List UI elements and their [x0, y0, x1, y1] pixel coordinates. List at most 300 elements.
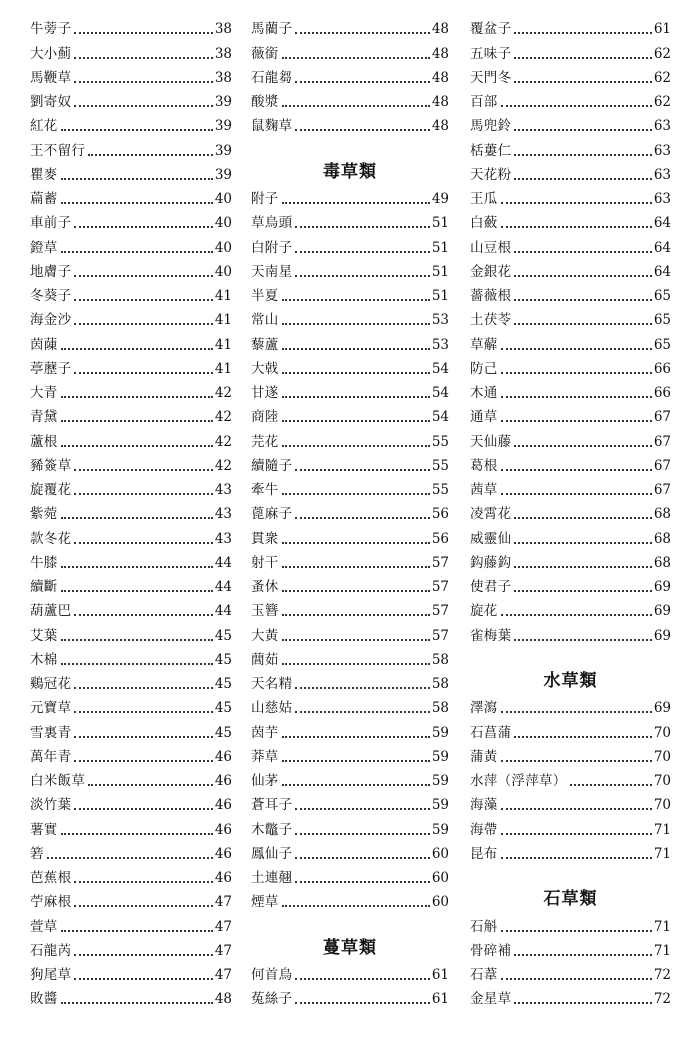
entry-page-number: 55 [431, 457, 449, 474]
entry-page-number: 43 [214, 482, 232, 498]
entry-name: 白米飯草 [30, 773, 86, 789]
dot-leader [61, 663, 213, 665]
entry-page-number: 53 [431, 336, 449, 353]
entry-page-number: 46 [214, 870, 232, 886]
entry-page-number: 54 [431, 360, 449, 377]
index-entry [30, 451, 232, 475]
entry-page-number: 64 [653, 215, 671, 232]
dot-leader [61, 517, 213, 519]
index-entry [251, 38, 449, 62]
index-entry [30, 305, 232, 329]
entry-name: 莽草 [251, 748, 279, 765]
index-entry [251, 790, 449, 814]
dot-leader [514, 517, 651, 519]
entry-page-number: 45 [214, 627, 232, 644]
entry-name: 白附子 [251, 239, 293, 256]
dot-leader [47, 857, 213, 859]
entry-page-number: 68 [653, 506, 671, 523]
dot-leader [74, 299, 212, 301]
index-entry [30, 499, 232, 523]
dot-leader [501, 978, 652, 980]
dot-leader [501, 833, 652, 835]
entry-page-number: 44 [214, 603, 232, 620]
entry-name: 大戟 [251, 360, 279, 377]
dot-leader [501, 420, 652, 422]
entry-page-number: 59 [431, 748, 449, 765]
dot-leader [282, 566, 430, 568]
index-entry [30, 984, 232, 1008]
entry-name: 薔薇根 [470, 288, 512, 304]
index-entry [251, 111, 449, 135]
entry-page-number: 45 [214, 724, 232, 741]
index-entry [30, 814, 232, 838]
dot-leader [74, 905, 212, 907]
index-entry [470, 305, 671, 329]
entry-page-number: 48 [431, 69, 449, 86]
dot-leader [295, 226, 429, 228]
dot-leader [61, 833, 213, 835]
entry-page-number: 41 [214, 336, 232, 353]
dot-leader [74, 32, 212, 34]
dot-leader [295, 469, 429, 471]
index-entry [30, 111, 232, 135]
dot-leader [501, 226, 652, 228]
dot-leader [74, 105, 212, 107]
index-entry [251, 232, 449, 256]
index-entry [251, 305, 449, 329]
entry-name: 茜草 [470, 482, 498, 498]
entry-name: 酸漿 [251, 94, 279, 110]
entry-page-number: 41 [214, 312, 232, 329]
dot-leader [295, 517, 429, 519]
index-entry [30, 257, 232, 281]
index-entry [251, 499, 449, 523]
dot-leader [295, 32, 429, 34]
entry-page-number: 42 [214, 409, 232, 426]
entry-page-number: 48 [431, 45, 449, 62]
entry-name: 茵蔯 [30, 336, 58, 353]
entry-page-number: 58 [431, 700, 449, 717]
dot-leader [74, 978, 212, 980]
entry-name: 藜蘆 [251, 336, 279, 353]
index-entry [251, 596, 449, 620]
dot-leader [61, 202, 213, 204]
dot-leader [88, 784, 213, 786]
entry-page-number: 59 [431, 821, 449, 838]
entry-page-number: 40 [214, 191, 232, 207]
index-entry [30, 596, 232, 620]
entry-name: 冬葵子 [30, 288, 72, 304]
entry-page-number: 38 [214, 21, 232, 38]
dot-leader [74, 275, 212, 277]
entry-page-number: 62 [653, 45, 671, 62]
entry-page-number: 68 [653, 530, 671, 547]
index-entry [30, 329, 232, 353]
entry-page-number: 64 [653, 263, 671, 280]
dot-leader [295, 1002, 429, 1004]
entry-name: 使君子 [470, 579, 512, 595]
entry-page-number: 58 [431, 651, 449, 668]
index-entry [470, 63, 671, 87]
dot-leader [74, 226, 212, 228]
entry-name: 凌霄花 [470, 506, 512, 523]
index-entry [30, 887, 232, 911]
dot-leader [61, 566, 213, 568]
entry-name: 牽牛 [251, 482, 279, 498]
index-entry [470, 111, 671, 135]
entry-page-number: 63 [653, 191, 671, 207]
dot-leader [295, 881, 429, 883]
entry-name: 天仙藤 [470, 433, 512, 450]
entry-page-number: 39 [214, 118, 232, 135]
index-entry [251, 451, 449, 475]
entry-page-number: 42 [214, 457, 232, 474]
index-entry [470, 596, 671, 620]
entry-page-number: 45 [214, 676, 232, 692]
dot-leader [514, 251, 651, 253]
entry-name: 菟絲子 [251, 991, 293, 1008]
entry-name: 車前子 [30, 215, 72, 232]
index-entry [30, 63, 232, 87]
index-entry [30, 645, 232, 669]
entry-name: 敗醬 [30, 991, 58, 1008]
index-entry [251, 475, 449, 499]
entry-name: 旋覆花 [30, 482, 72, 498]
index-entry [251, 620, 449, 644]
entry-page-number: 41 [214, 360, 232, 377]
entry-name: 雀梅葉 [470, 627, 512, 644]
dot-leader [282, 639, 430, 641]
entry-page-number: 39 [214, 166, 232, 183]
entry-name: 威靈仙 [470, 530, 512, 547]
entry-name: 薇銜 [251, 45, 279, 62]
dot-leader [282, 736, 430, 738]
entry-name: 土連翹 [251, 870, 293, 886]
section-heading: 毒草類 [323, 161, 377, 182]
dot-leader [501, 202, 652, 204]
index-entry [251, 378, 449, 402]
entry-name: 五味子 [470, 45, 512, 62]
dot-leader [282, 493, 430, 495]
entry-name: 草烏頭 [251, 215, 293, 232]
entry-name: 續斷 [30, 579, 58, 595]
index-entry [470, 717, 671, 741]
dot-leader [295, 857, 429, 859]
index-entry [251, 184, 449, 208]
entry-name: 馬鞭草 [30, 69, 72, 86]
index-entry [470, 38, 671, 62]
dot-leader [514, 275, 651, 277]
index-entry [470, 14, 671, 38]
entry-page-number: 41 [214, 288, 232, 304]
entry-page-number: 46 [214, 773, 232, 789]
index-entry [251, 887, 449, 911]
entry-page-number: 38 [214, 69, 232, 86]
entry-page-number: 59 [431, 773, 449, 789]
index-entry [30, 523, 232, 547]
entry-name: 山慈姑 [251, 700, 293, 717]
entry-page-number: 66 [653, 385, 671, 401]
entry-name: 狗尾草 [30, 967, 72, 983]
dot-leader [282, 57, 430, 59]
entry-name: 芫花 [251, 433, 279, 450]
dot-leader [295, 978, 429, 980]
entry-name: 甘遂 [251, 385, 279, 401]
dot-leader [514, 566, 651, 568]
entry-page-number: 69 [653, 603, 671, 620]
index-column [30, 14, 232, 1008]
dot-leader [514, 954, 651, 956]
entry-page-number: 67 [653, 482, 671, 498]
dot-leader [282, 348, 430, 350]
entry-name: 紫菀 [30, 506, 58, 523]
entry-name: 金星草 [470, 991, 512, 1008]
dot-leader [74, 493, 212, 495]
entry-page-number: 39 [214, 94, 232, 110]
index-entry [251, 426, 449, 450]
dot-leader [501, 348, 652, 350]
entry-page-number: 51 [431, 239, 449, 256]
entry-name: 石斛 [470, 918, 498, 935]
index-entry [251, 669, 449, 693]
entry-name: 防己 [470, 360, 498, 377]
entry-page-number: 57 [431, 627, 449, 644]
dot-leader [74, 469, 212, 471]
dot-leader [514, 445, 651, 447]
index-entry [470, 766, 671, 790]
index-entry [251, 87, 449, 111]
entry-name: 射干 [251, 554, 279, 571]
index-entry [470, 572, 671, 596]
entry-name: 百部 [470, 94, 498, 110]
index-entry [30, 14, 232, 38]
dot-leader [514, 81, 651, 83]
index-entry [470, 135, 671, 159]
dot-leader [570, 784, 652, 786]
entry-page-number: 45 [214, 700, 232, 717]
entry-page-number: 43 [214, 506, 232, 523]
entry-page-number: 53 [431, 312, 449, 329]
dot-leader [74, 57, 212, 59]
entry-name: 土茯苓 [470, 312, 512, 329]
entry-name: 附子 [251, 191, 279, 207]
index-entry [30, 38, 232, 62]
dot-leader [61, 251, 213, 253]
entry-page-number: 48 [431, 118, 449, 135]
index-entry [30, 354, 232, 378]
entry-name: 牛蒡子 [30, 21, 72, 38]
entry-name: 覆盆子 [470, 21, 512, 38]
entry-page-number: 70 [653, 773, 671, 789]
index-entry [470, 693, 671, 717]
entry-page-number: 63 [653, 142, 671, 159]
dot-leader [74, 323, 212, 325]
entry-name: 草薢 [470, 336, 498, 353]
entry-name: 白蘞 [470, 215, 498, 232]
index-entry [470, 475, 671, 499]
dot-leader [295, 687, 429, 689]
entry-page-number: 69 [653, 700, 671, 717]
dot-leader [61, 178, 213, 180]
index-entry [251, 766, 449, 790]
entry-name: 鼠麴草 [251, 118, 293, 135]
index-entry [470, 523, 671, 547]
index-entry [470, 257, 671, 281]
dot-leader [61, 1002, 213, 1004]
dot-leader [501, 105, 652, 107]
index-entry [30, 717, 232, 741]
entry-name: 款冬花 [30, 530, 72, 547]
index-entry [251, 548, 449, 572]
index-entry [470, 232, 671, 256]
dot-leader [74, 808, 212, 810]
index-entry [470, 790, 671, 814]
entry-page-number: 60 [431, 845, 449, 862]
entry-name: 大小薊 [30, 45, 72, 62]
dot-leader [61, 590, 213, 592]
entry-name: 山豆根 [470, 239, 512, 256]
entry-name: 金銀花 [470, 263, 512, 280]
index-entry [470, 184, 671, 208]
entry-name: 薯實 [30, 821, 58, 838]
dot-leader [74, 687, 212, 689]
entry-page-number: 57 [431, 603, 449, 620]
index-entry [30, 911, 232, 935]
dot-leader [282, 299, 430, 301]
section-gap [470, 863, 671, 887]
entry-page-number: 44 [214, 554, 232, 571]
index-entry [251, 402, 449, 426]
index-entry [251, 742, 449, 766]
dot-leader [501, 372, 652, 374]
entry-page-number: 70 [653, 797, 671, 814]
index-entry [251, 693, 449, 717]
dot-leader [295, 711, 429, 713]
entry-page-number: 60 [431, 870, 449, 886]
index-entry [251, 960, 449, 984]
index-entry [30, 742, 232, 766]
index-entry [470, 426, 671, 450]
dot-leader [501, 493, 652, 495]
dot-leader [295, 81, 429, 83]
entry-name: 芭蕉根 [30, 870, 72, 886]
entry-name: 苧麻根 [30, 894, 72, 911]
entry-page-number: 43 [214, 530, 232, 547]
index-entry [30, 184, 232, 208]
dot-leader [295, 808, 429, 810]
entry-name: 王瓜 [470, 191, 498, 207]
dot-leader [88, 154, 213, 156]
entry-page-number: 44 [214, 579, 232, 595]
entry-name: 鈎藤鈎 [470, 554, 512, 571]
entry-name: 海藻 [470, 797, 498, 814]
entry-page-number: 48 [431, 21, 449, 38]
dot-leader [61, 348, 213, 350]
entry-name: 仙茅 [251, 773, 279, 789]
entry-page-number: 40 [214, 215, 232, 232]
entry-page-number: 62 [653, 69, 671, 86]
index-entry [470, 814, 671, 838]
dot-leader [282, 614, 430, 616]
index-entry [251, 354, 449, 378]
dot-leader [282, 445, 430, 447]
entry-page-number: 72 [653, 991, 671, 1008]
index-entry [251, 257, 449, 281]
dot-leader [514, 323, 651, 325]
dot-leader [282, 542, 430, 544]
dot-leader [514, 57, 651, 59]
index-entry [251, 839, 449, 863]
index-entry [30, 475, 232, 499]
dot-leader [501, 469, 652, 471]
entry-name: 箬 [30, 845, 44, 862]
dot-leader [501, 711, 652, 713]
dot-leader [514, 1002, 651, 1004]
entry-page-number: 47 [214, 894, 232, 911]
entry-name: 牛膝 [30, 554, 58, 571]
entry-name: 紅花 [30, 118, 58, 135]
index-entry [251, 814, 449, 838]
entry-page-number: 46 [214, 845, 232, 862]
entry-name: 青黛 [30, 409, 58, 426]
index-entry [470, 329, 671, 353]
entry-page-number: 67 [653, 433, 671, 450]
entry-page-number: 66 [653, 360, 671, 377]
dot-leader [501, 808, 652, 810]
dot-leader [514, 639, 651, 641]
entry-name: 萹蓄 [30, 191, 58, 207]
entry-name: 葛根 [470, 457, 498, 474]
dot-leader [74, 711, 212, 713]
index-entry [470, 499, 671, 523]
entry-page-number: 69 [653, 627, 671, 644]
entry-page-number: 56 [431, 506, 449, 523]
entry-name: 大黃 [251, 627, 279, 644]
entry-page-number: 55 [431, 433, 449, 450]
index-entry [470, 87, 671, 111]
entry-name: 天花粉 [470, 166, 512, 183]
dot-leader [282, 784, 430, 786]
index-entry [251, 329, 449, 353]
dot-leader [501, 396, 652, 398]
entry-page-number: 54 [431, 409, 449, 426]
entry-name: 葫蘆巴 [30, 603, 72, 620]
section-gap [251, 911, 449, 935]
dot-leader [74, 954, 212, 956]
entry-page-number: 46 [214, 797, 232, 814]
dot-leader [282, 372, 430, 374]
section-heading: 石草類 [543, 889, 598, 909]
dot-leader [501, 930, 652, 932]
index-entry [30, 232, 232, 256]
index-entry [470, 548, 671, 572]
index-entry [30, 620, 232, 644]
entry-page-number: 51 [431, 215, 449, 232]
index-entry [470, 451, 671, 475]
entry-name: 蚤休 [251, 579, 279, 595]
index-entry [30, 669, 232, 693]
entry-name: 蓖麻子 [251, 506, 293, 523]
entry-name: 鷄冠花 [30, 676, 72, 692]
entry-page-number: 40 [214, 263, 232, 280]
dot-leader [282, 396, 430, 398]
dot-leader [282, 202, 430, 204]
entry-page-number: 48 [431, 94, 449, 110]
entry-name: 豨簽草 [30, 457, 72, 474]
entry-name: 茵芋 [251, 724, 279, 741]
entry-name: 淡竹葉 [30, 797, 72, 814]
entry-page-number: 63 [653, 166, 671, 183]
